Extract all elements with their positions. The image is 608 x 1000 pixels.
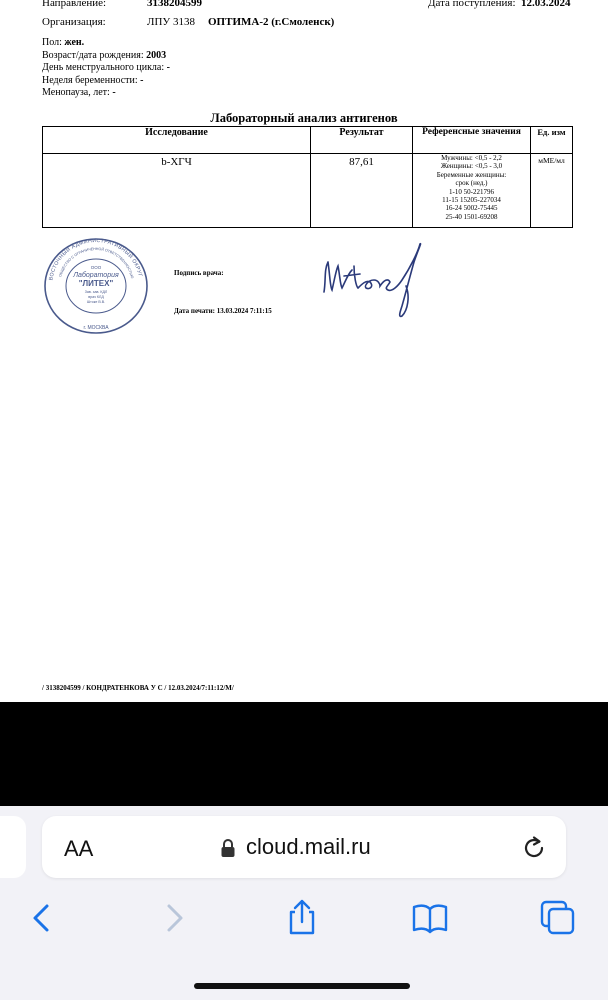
received-value: 12.03.2024: [521, 0, 571, 9]
table-header-row: [43, 127, 573, 154]
org-label: Организация:: [42, 16, 106, 28]
sex-label: Пол:: [42, 37, 62, 48]
referral-value: 3138204599: [147, 0, 202, 9]
results-table: [42, 126, 573, 228]
cell-reference: [413, 154, 531, 228]
document-footer: / 3138204599 / КОНДРАТЕНКОВА У С / 12.03.2024/7:11:12/М/: [42, 684, 234, 692]
print-date-label: Дата печати:: [174, 307, 215, 315]
age-label: Возраст/дата рождения:: [42, 49, 144, 61]
ref-line: 25-40 1501-69208: [445, 212, 498, 221]
menopause-label: Менопауза, лет:: [42, 87, 110, 98]
patient-info: [42, 37, 170, 100]
header-result: Результат: [311, 127, 413, 154]
header-test: Исследование: [43, 127, 311, 154]
ref-line: Женщины: <0,5 - 3,0: [440, 162, 503, 171]
stamp-line-5: Штоке В.В.: [86, 300, 106, 304]
stamp-name-2: "ЛИТЕХ": [78, 279, 114, 288]
home-indicator[interactable]: [194, 983, 410, 989]
stamp-city: г. МОСКВА: [83, 325, 109, 331]
cell-result: 87,61: [311, 154, 413, 228]
table-row: [43, 154, 573, 228]
forward-icon[interactable]: [154, 898, 194, 938]
print-date: [174, 308, 272, 315]
received-label: Дата поступления:: [428, 0, 516, 9]
url-text[interactable]: cloud.mail.ru: [246, 834, 371, 859]
age-value: 2003: [146, 49, 167, 61]
ref-line: 16-24 5002-75445: [445, 204, 498, 213]
reload-icon[interactable]: [520, 834, 548, 862]
back-icon[interactable]: [22, 898, 62, 938]
stamp-org: ООО: [90, 265, 102, 270]
referral-label: Направление:: [42, 0, 107, 9]
org-lpu: ЛПУ 3138: [147, 16, 195, 28]
pregnancy-value: -: [140, 74, 144, 86]
ref-line: Мужчины: <0,5 - 2,2: [441, 154, 502, 162]
tabs-icon[interactable]: [538, 898, 578, 938]
org-name: ОПТИМА-2 (г.Смоленск): [208, 16, 335, 28]
header-unit: Ед. изм: [531, 127, 573, 154]
stamp-name-1: Лаборатория: [73, 272, 119, 279]
stamp-line-4: врач КЛД: [88, 295, 104, 299]
reader-button[interactable]: AA: [64, 836, 94, 861]
print-date-value: 13.03.2024 7:11:15: [216, 307, 272, 315]
ref-line: Беременные женщины:: [436, 170, 507, 179]
lab-stamp: [42, 236, 150, 336]
ref-line: 1-10 50-221796: [449, 187, 494, 196]
section-title: Лабораторный анализ антигенов: [210, 111, 398, 125]
stamp-ring-text: ВОСТОЧНЫЙ АДМИНИСТРАТИВНЫЙ ОКРУГ: [48, 237, 144, 281]
cell-test: b-ХГЧ: [43, 154, 311, 228]
ref-line: срок (нед.): [455, 179, 488, 188]
cell-unit: мМЕ/мл: [531, 154, 573, 228]
bookmarks-icon[interactable]: [410, 898, 450, 938]
doctor-signature: [318, 240, 428, 320]
signature-label: Подпись врача:: [174, 269, 224, 277]
pregnancy-label: Неделя беременности:: [42, 74, 138, 86]
sex-value: жен.: [64, 37, 85, 48]
cycle-value: -: [166, 62, 170, 73]
ref-line: 11-15 15205-227034: [442, 196, 501, 205]
menopause-value: -: [112, 87, 116, 98]
previous-tab-preview[interactable]: [0, 816, 26, 878]
header-reference: Референсные значения: [413, 127, 531, 154]
lock-icon: [220, 838, 236, 858]
stamp-ring-inner-text: ОБЩЕСТВО С ОГРАНИЧЕННОЙ ОТВЕТСТВЕННОСТЬЮ: [58, 246, 135, 279]
cycle-label: День менструального цикла:: [42, 62, 165, 73]
stamp-line-3: Зав. зав. КДЛ: [84, 290, 108, 294]
share-icon[interactable]: [282, 898, 322, 938]
